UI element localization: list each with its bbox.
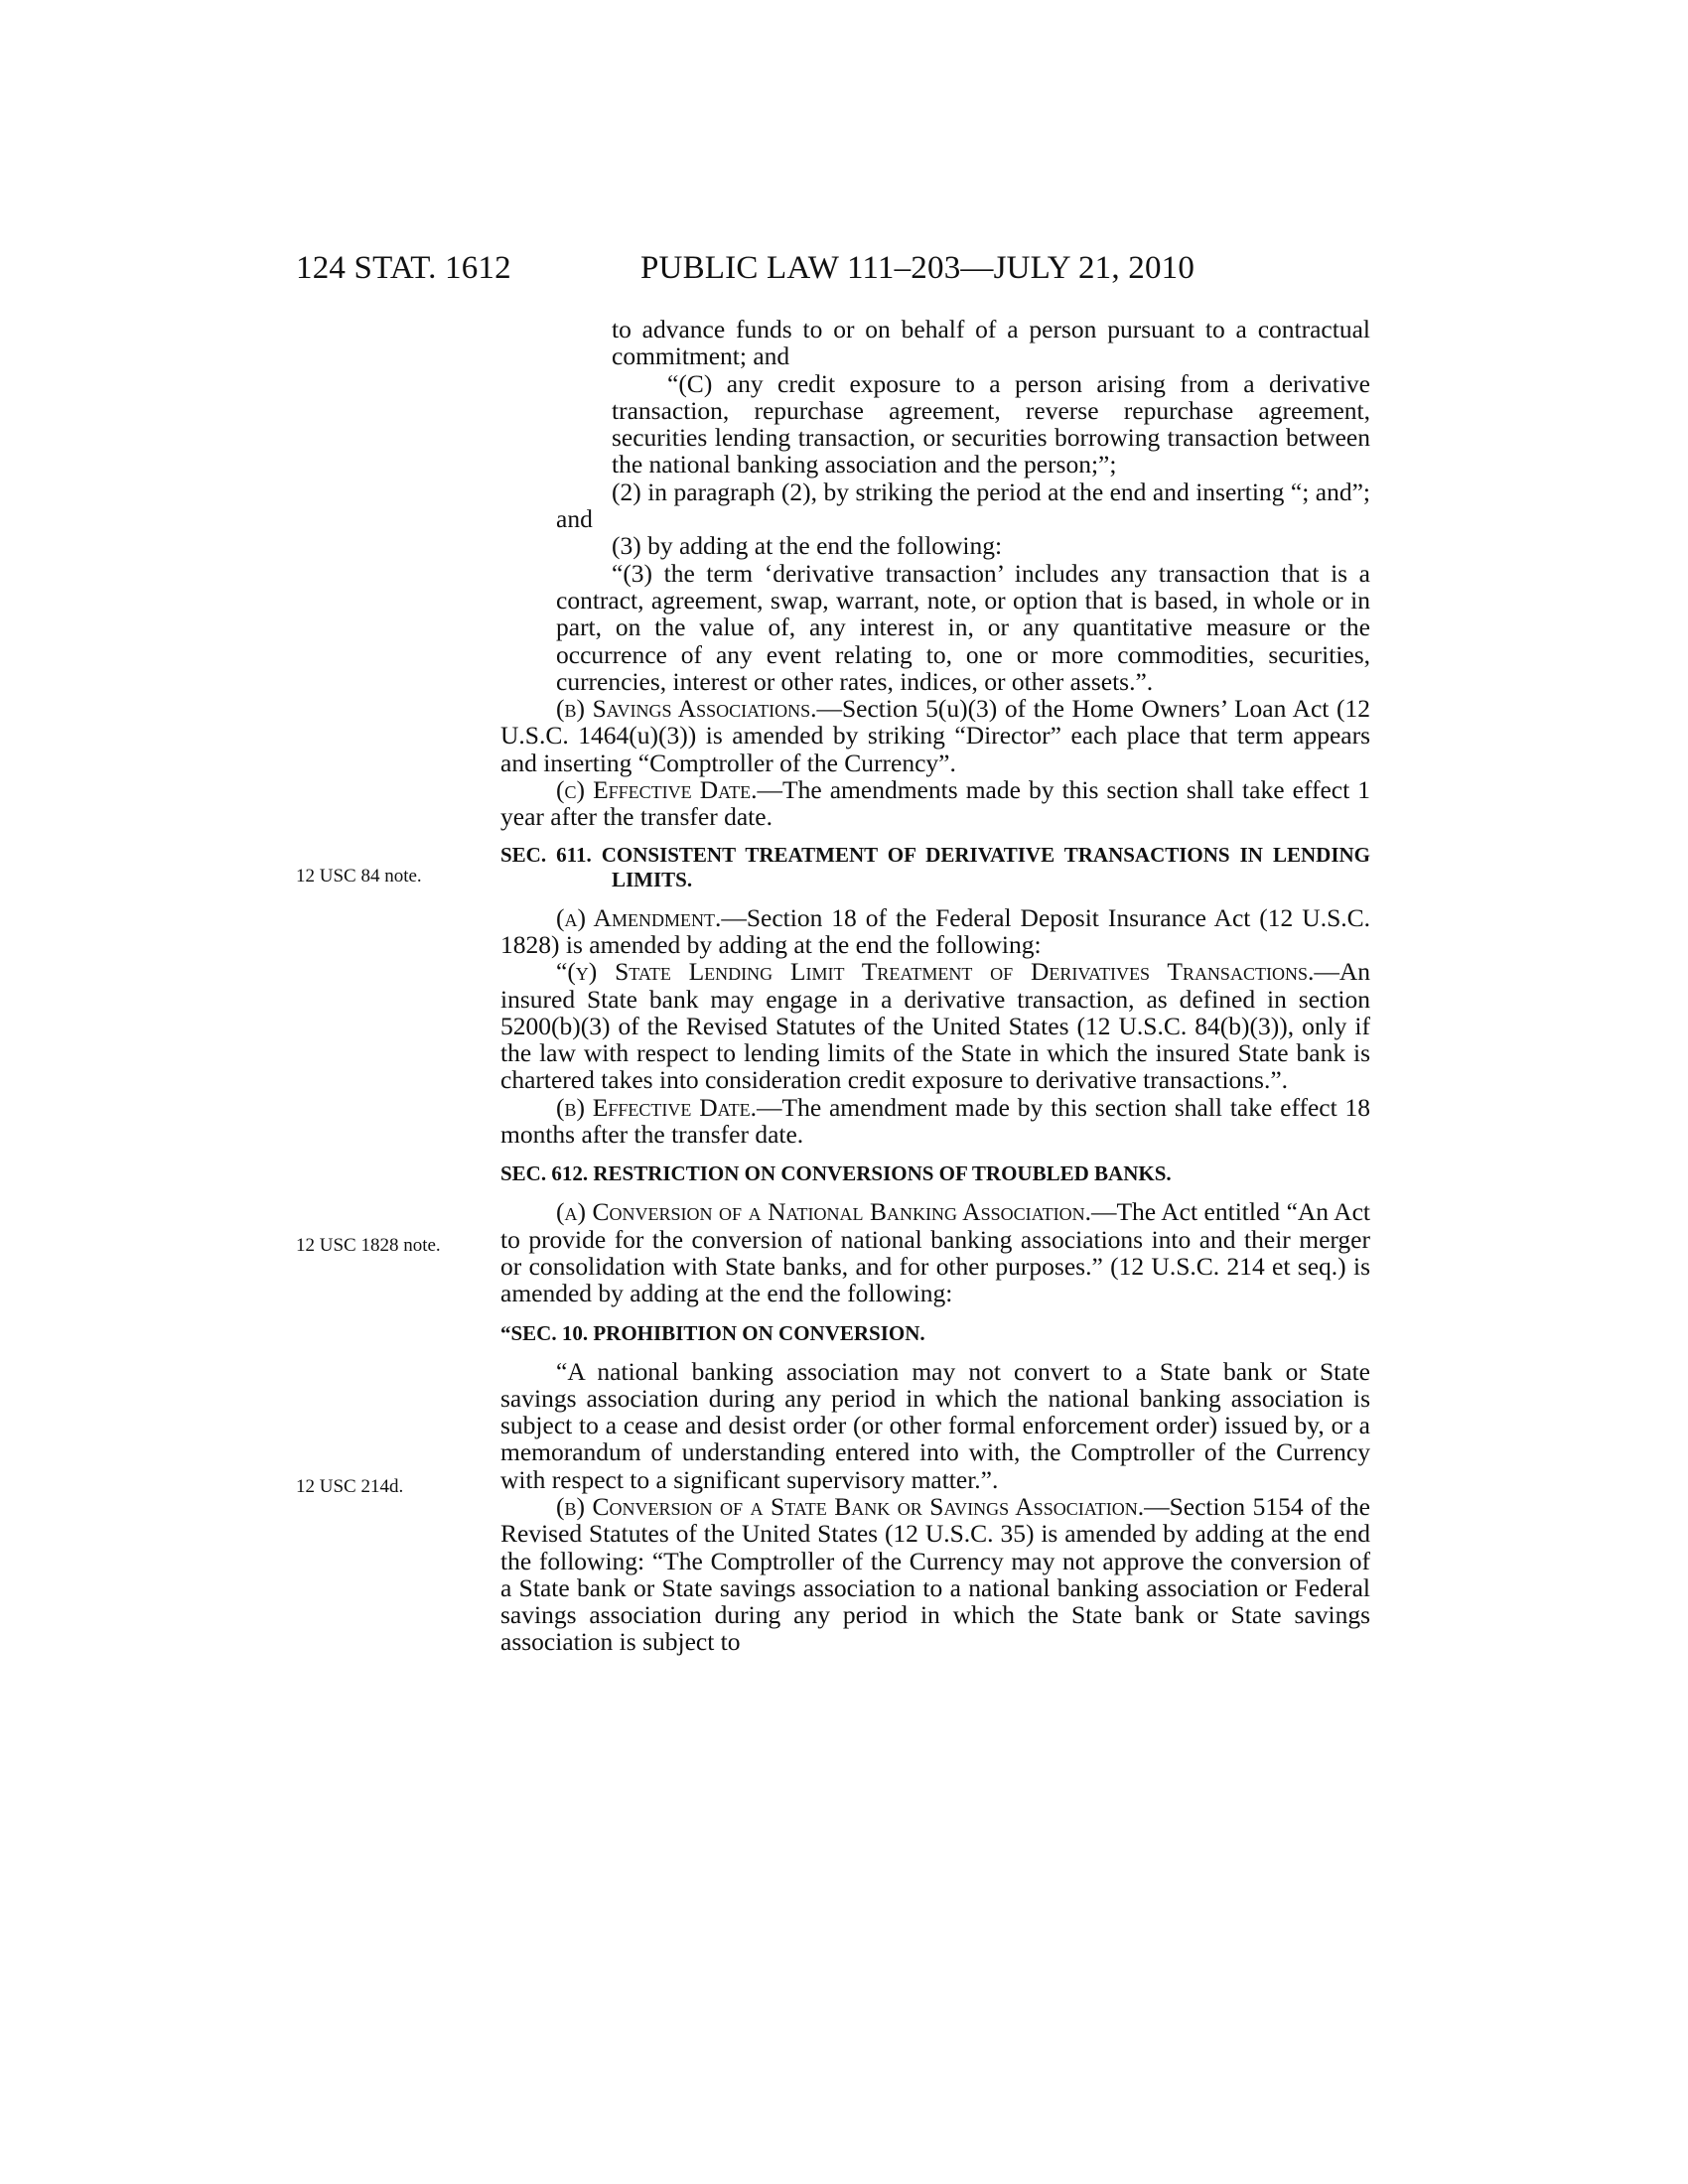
subsection-heading: (b) Conversion of a State Bank or Savings Association. — [556, 1491, 1145, 1521]
subsection-heading: (a) Amendment. — [556, 902, 722, 932]
subsection-text: —Section 18 of the Federal Deposit Insurance Act (12 U.S.C. 1828) is amended by adding at the end the following: — [500, 902, 1371, 959]
subsection-heading: (b) Savings Associations. — [556, 694, 817, 724]
subsection-text: —The amendment made by this section shall take effect 18 months after the transfer date. — [500, 1092, 1371, 1150]
paragraph-2 — [500, 478, 1370, 533]
subsection-text: —The amendments made by this section shall take effect 1 year after the transfer date. — [500, 775, 1370, 832]
subsection-text: —Section 5(u)(3) of the Home Owners’ Loan Act (12 U.S.C. 1464(u)(3)) is amended by striking “Director” each place that term appears and inserting “Comptroller of the Currency”. — [500, 694, 1370, 777]
section-611-heading: SEC. 611. CONSISTENT TREATMENT OF DERIVATIVE TRANSACTIONS IN LENDING LIMITS. — [500, 842, 1370, 891]
paragraph-2-text: (2) in paragraph (2), by striking the period at the end and inserting “; and”; and — [556, 477, 1370, 534]
subsection-heading: (a) Conversion of a National Banking Association. — [556, 1197, 1091, 1227]
subsection-a-amendment — [500, 904, 1370, 959]
subsection-text: —Section 5154 of the Revised Statutes of the United States (12 U.S.C. 35) is amended by adding at the end the following: “The Comptroller of the Currency may not approve the conversion of a State bank or State savings association to a national banking association or Federal savings association during any period in which the State bank or State savings association is subject to — [500, 1491, 1370, 1657]
margin-note-usc-214d: 12 USC 214d. — [296, 1476, 404, 1497]
section-10-heading: “SEC. 10. PROHIBITION ON CONVERSION. — [500, 1320, 925, 1345]
subsection-text: —An insured State bank may engage in a derivative transaction, as defined in section 5200(b)(3) of the Revised Statutes of the United States (12 U.S.C. 84(b)(3)), only if the law with respect to lending limits of the State in which the insured State bank is chartered takes into consideration credit exposure to derivative transactions.”. — [500, 957, 1370, 1095]
subsection-a-conversion-national — [500, 1198, 1370, 1306]
body-text — [500, 316, 1370, 1656]
subsection-b-effective-date — [500, 1094, 1370, 1149]
running-header: PUBLIC LAW 111–203—JULY 21, 2010 — [640, 250, 1196, 286]
subsection-heading: (c) Effective Date. — [556, 775, 758, 805]
section-612-heading: SEC. 612. RESTRICTION ON CONVERSIONS OF TROUBLED BANKS. — [500, 1161, 1172, 1186]
subsection-text: —The Act entitled “An Act to provide for the conversion of national banking associations into and their merger or consolidation with State banks, and for other purposes.” (12 U.S.C. 214 et seq.) is amended by adding at the end the following: — [500, 1197, 1370, 1308]
subsection-y-lending-limit — [500, 958, 1370, 1093]
subsection-heading: (b) Effective Date. — [556, 1092, 758, 1122]
page-number-header: 124 STAT. 1612 — [296, 250, 511, 286]
paragraph-c: “(C) any credit exposure to a person arising from a derivative transaction, repurchase agreement, reverse repurchase agreement, securities lending transaction, or securities borrowing transaction between the national banking association and the person;”; — [612, 368, 1370, 479]
paragraph: to advance funds to or on behalf of a person pursuant to a contractual commitment; and — [612, 315, 1370, 371]
subsection-heading: “(y) State Lending Limit Treatment of Derivatives Transactions. — [556, 957, 1315, 987]
paragraph-3-definition: “(3) the term ‘derivative transaction’ includes any transaction that is a contract, agreement, swap, warrant, note, or option that is based, in whole or in part, on the value of, any interest in, or any quantitative measure or the occurrence of any event relating to, one or more commodities, securities, currencies, interest or other rates, indices, or other assets.”. — [556, 558, 1370, 696]
subsection-c-effective-date — [500, 776, 1370, 831]
paragraph-3: (3) by adding at the end the following: — [612, 531, 1003, 561]
subsection-b-conversion-state — [500, 1493, 1370, 1656]
subsection-b-savings — [500, 695, 1370, 776]
margin-note-usc-1828: 12 USC 1828 note. — [296, 1235, 441, 1256]
margin-note-usc-84: 12 USC 84 note. — [296, 866, 422, 887]
section-10-text: “A national banking association may not convert to a State bank or State savings association during any period in which the national banking association is subject to a cease and desist order (or other formal enforcement order) issued by, or a memorandum of understanding entered into with, the Comptroller of the Currency with respect to a significant supervisory matter.”. — [500, 1356, 1370, 1494]
